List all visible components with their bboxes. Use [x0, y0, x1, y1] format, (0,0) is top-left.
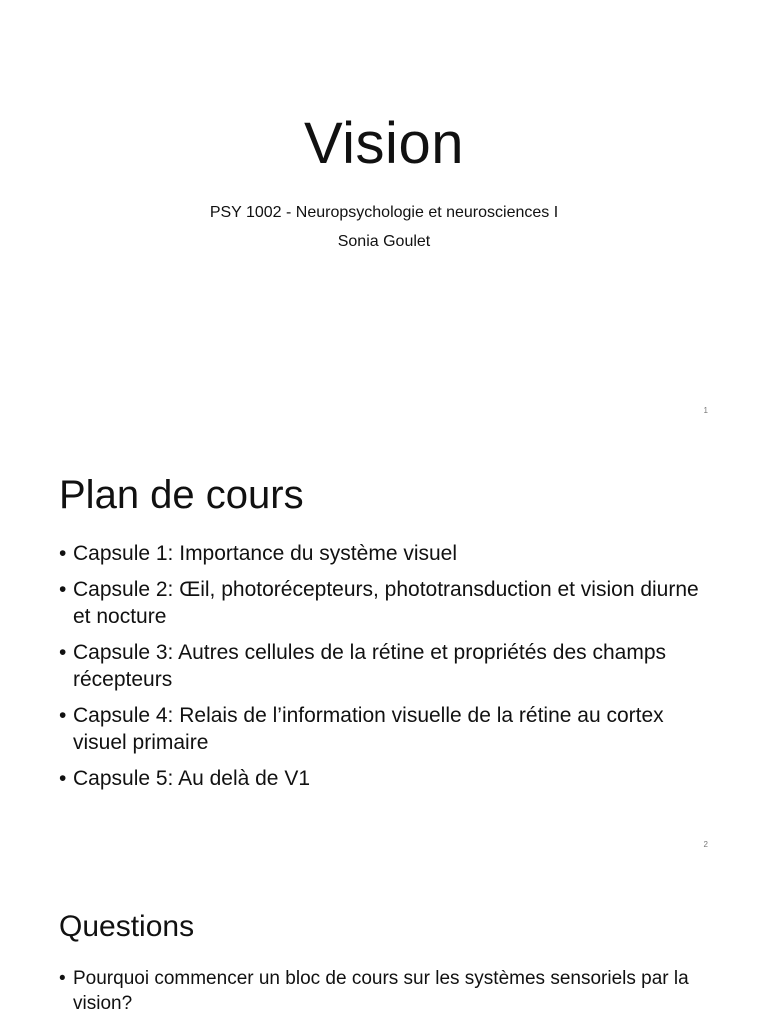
list-item-text: Capsule 1: Importance du système visuel [73, 542, 458, 565]
course-subtitle: PSY 1002 - Neuropsychologie et neurosciences I [209, 204, 559, 221]
questions-slide [0, 866, 768, 1024]
list-item [59, 702, 719, 756]
page-number: 2 [703, 840, 708, 849]
list-item-text: Capsule 2: Œil, photorécepteurs, phototransduction et vision diurne et nocture [73, 578, 699, 628]
list-item-text: Capsule 3: Autres cellules de la rétine et propriétés des champs récepteurs [73, 641, 666, 691]
bullet-icon: • [59, 641, 67, 664]
author-name: Sonia Goulet [337, 233, 431, 250]
list-item [59, 966, 719, 1016]
slide-title: Plan de cours [59, 473, 304, 517]
slide-title: Vision [304, 111, 464, 176]
bullet-icon: • [59, 704, 67, 727]
list-item-text: Capsule 4: Relais de l’information visuelle de la rétine au cortex visuel primaire [73, 704, 664, 754]
course-plan-slide [0, 433, 768, 865]
bullet-icon: • [59, 542, 67, 565]
bullet-icon: • [59, 767, 67, 790]
list-item-text: Pourquoi commencer un bloc de cours sur les systèmes sensoriels par la vision? [73, 968, 689, 1014]
list-item [59, 765, 719, 792]
bullet-icon: • [59, 968, 66, 989]
question-list [59, 966, 719, 1024]
page-number: 1 [703, 406, 708, 415]
list-item [59, 576, 719, 630]
slide-title: Questions [59, 910, 195, 943]
list-item [59, 639, 719, 693]
title-slide [0, 0, 768, 432]
capsule-list [59, 540, 719, 801]
bullet-icon: • [59, 578, 67, 601]
list-item [59, 540, 719, 567]
list-item-text: Capsule 5: Au delà de V1 [73, 767, 311, 790]
